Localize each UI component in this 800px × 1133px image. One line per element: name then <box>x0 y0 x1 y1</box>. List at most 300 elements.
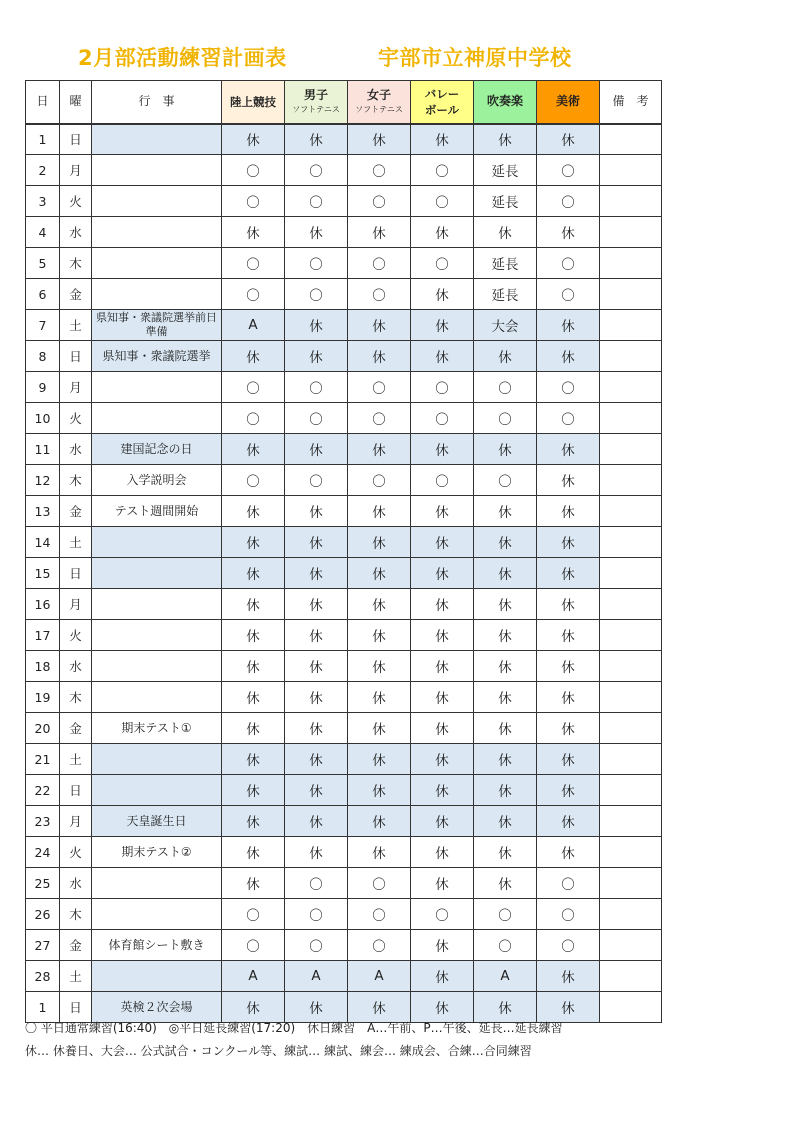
activity-cell: 休 <box>474 868 537 899</box>
day-cell: 13 <box>26 496 60 527</box>
event-cell: テスト週間開始 <box>92 496 222 527</box>
activity-cell: 休 <box>537 961 600 992</box>
table-row <box>26 775 662 806</box>
activity-cell: 休 <box>348 310 411 341</box>
event-cell <box>92 186 222 217</box>
activity-cell: 休 <box>474 217 537 248</box>
event-cell <box>92 124 222 155</box>
activity-cell: 〇 <box>222 155 285 186</box>
activity-cell: 〇 <box>348 403 411 434</box>
activity-cell: 休 <box>222 620 285 651</box>
day-cell: 7 <box>26 310 60 341</box>
day-cell: 24 <box>26 837 60 868</box>
activity-cell: 休 <box>348 651 411 682</box>
plan-title: 2月部活動練習計画表 <box>78 46 287 70</box>
event-cell <box>92 372 222 403</box>
activity-cell: 休 <box>285 217 348 248</box>
event-cell: 入学説明会 <box>92 465 222 496</box>
table-row <box>26 372 662 403</box>
header-club-brass: 吹奏楽 <box>474 81 537 124</box>
notes-cell <box>600 248 662 279</box>
activity-cell: 休 <box>474 589 537 620</box>
activity-cell: 休 <box>537 465 600 496</box>
activity-cell: 休 <box>474 713 537 744</box>
activity-cell: 休 <box>537 527 600 558</box>
activity-cell: 〇 <box>285 930 348 961</box>
notes-cell <box>600 341 662 372</box>
weekday-cell: 日 <box>60 124 92 155</box>
day-cell: 15 <box>26 558 60 589</box>
activity-cell: 休 <box>348 124 411 155</box>
school-name: 宇部市立神原中学校 <box>378 46 572 70</box>
weekday-cell: 水 <box>60 217 92 248</box>
activity-cell: A <box>222 961 285 992</box>
activity-cell: 休 <box>537 651 600 682</box>
activity-cell: 休 <box>411 682 474 713</box>
event-cell <box>92 527 222 558</box>
activity-cell: 休 <box>411 837 474 868</box>
event-cell: 県知事・衆議院選挙前日準備 <box>92 310 222 341</box>
activity-cell: 休 <box>537 837 600 868</box>
activity-cell: 休 <box>411 341 474 372</box>
activity-cell: 休 <box>285 527 348 558</box>
activity-cell: 休 <box>222 124 285 155</box>
day-cell: 22 <box>26 775 60 806</box>
weekday-cell: 日 <box>60 558 92 589</box>
activity-cell: 休 <box>222 806 285 837</box>
table-row <box>26 248 662 279</box>
activity-cell: 休 <box>537 744 600 775</box>
activity-cell: 〇 <box>285 372 348 403</box>
table-row <box>26 589 662 620</box>
activity-cell: 休 <box>348 744 411 775</box>
event-cell: 天皇誕生日 <box>92 806 222 837</box>
day-cell: 20 <box>26 713 60 744</box>
activity-cell: 〇 <box>348 868 411 899</box>
table-row <box>26 713 662 744</box>
activity-cell: 休 <box>285 124 348 155</box>
activity-cell: 休 <box>474 620 537 651</box>
day-cell: 8 <box>26 341 60 372</box>
activity-cell: 休 <box>222 527 285 558</box>
weekday-cell: 火 <box>60 620 92 651</box>
notes-cell <box>600 217 662 248</box>
activity-cell: 休 <box>348 620 411 651</box>
activity-cell: 〇 <box>411 248 474 279</box>
activity-cell: 休 <box>348 806 411 837</box>
activity-cell: 休 <box>222 992 285 1023</box>
activity-cell: 〇 <box>222 930 285 961</box>
day-cell: 6 <box>26 279 60 310</box>
activity-cell: 休 <box>348 341 411 372</box>
event-cell: 英検２次会場 <box>92 992 222 1023</box>
activity-cell: 〇 <box>348 930 411 961</box>
activity-cell: 〇 <box>537 930 600 961</box>
table-row <box>26 465 662 496</box>
legend-line-2: 休… 休養日、大会… 公式試合・コンクール等、練試… 練試、練会… 練成会、合練…合同練習 <box>25 1044 532 1058</box>
activity-cell: 休 <box>537 806 600 837</box>
table-row <box>26 527 662 558</box>
activity-cell: 休 <box>474 775 537 806</box>
weekday-cell: 土 <box>60 744 92 775</box>
notes-cell <box>600 527 662 558</box>
activity-cell: 休 <box>348 589 411 620</box>
activity-cell: 休 <box>222 589 285 620</box>
weekday-cell: 火 <box>60 837 92 868</box>
activity-cell: 休 <box>222 651 285 682</box>
activity-cell: 休 <box>411 930 474 961</box>
activity-cell: 休 <box>348 527 411 558</box>
activity-cell: A <box>222 310 285 341</box>
event-cell <box>92 155 222 186</box>
weekday-cell: 土 <box>60 961 92 992</box>
activity-cell: 〇 <box>348 248 411 279</box>
table-row <box>26 279 662 310</box>
activity-cell: 休 <box>411 310 474 341</box>
notes-cell <box>600 992 662 1023</box>
activity-cell: 休 <box>285 310 348 341</box>
day-cell: 26 <box>26 899 60 930</box>
activity-cell: 休 <box>285 496 348 527</box>
activity-cell: 休 <box>222 744 285 775</box>
day-cell: 2 <box>26 155 60 186</box>
activity-cell: 〇 <box>537 186 600 217</box>
activity-cell: 休 <box>285 744 348 775</box>
event-cell <box>92 279 222 310</box>
activity-cell: 休 <box>537 217 600 248</box>
event-cell <box>92 589 222 620</box>
activity-cell: 休 <box>537 558 600 589</box>
weekday-cell: 水 <box>60 651 92 682</box>
activity-cell: 休 <box>474 837 537 868</box>
notes-cell <box>600 496 662 527</box>
activity-cell: 休 <box>222 496 285 527</box>
event-cell <box>92 899 222 930</box>
day-cell: 9 <box>26 372 60 403</box>
activity-cell: 〇 <box>537 372 600 403</box>
event-cell <box>92 651 222 682</box>
activity-cell: 休 <box>411 279 474 310</box>
notes-cell <box>600 806 662 837</box>
activity-cell: 休 <box>474 341 537 372</box>
table-row <box>26 124 662 155</box>
activity-cell: 休 <box>285 589 348 620</box>
table-row <box>26 434 662 465</box>
day-cell: 5 <box>26 248 60 279</box>
weekday-cell: 月 <box>60 589 92 620</box>
event-cell <box>92 682 222 713</box>
activity-cell: A <box>348 961 411 992</box>
notes-cell <box>600 186 662 217</box>
activity-cell: 休 <box>285 806 348 837</box>
activity-cell: 休 <box>537 620 600 651</box>
header-row <box>26 81 662 124</box>
header-club-boys-tennis: 男子 ソフトテニス <box>285 81 348 124</box>
table-row <box>26 496 662 527</box>
activity-cell: 休 <box>474 651 537 682</box>
weekday-cell: 金 <box>60 713 92 744</box>
activity-cell: 〇 <box>537 899 600 930</box>
table-row <box>26 651 662 682</box>
event-cell <box>92 744 222 775</box>
activity-cell: 〇 <box>411 372 474 403</box>
activity-cell: 休 <box>285 713 348 744</box>
activity-cell: 休 <box>411 217 474 248</box>
notes-cell <box>600 589 662 620</box>
activity-cell: 〇 <box>348 372 411 403</box>
day-cell: 11 <box>26 434 60 465</box>
day-cell: 25 <box>26 868 60 899</box>
day-cell: 14 <box>26 527 60 558</box>
activity-cell: 〇 <box>285 868 348 899</box>
notes-cell <box>600 372 662 403</box>
day-cell: 3 <box>26 186 60 217</box>
activity-cell: 〇 <box>285 403 348 434</box>
activity-cell: 休 <box>348 217 411 248</box>
activity-cell: 〇 <box>474 372 537 403</box>
weekday-cell: 火 <box>60 186 92 217</box>
activity-cell: A <box>474 961 537 992</box>
day-cell: 10 <box>26 403 60 434</box>
activity-cell: 休 <box>411 496 474 527</box>
activity-cell: 〇 <box>222 465 285 496</box>
activity-cell: 休 <box>411 713 474 744</box>
activity-cell: 休 <box>474 527 537 558</box>
day-cell: 21 <box>26 744 60 775</box>
activity-cell: 休 <box>348 496 411 527</box>
notes-cell <box>600 651 662 682</box>
activity-cell: A <box>285 961 348 992</box>
header-club-art: 美術 <box>537 81 600 124</box>
notes-cell <box>600 279 662 310</box>
activity-cell: 〇 <box>348 155 411 186</box>
activity-cell: 休 <box>285 682 348 713</box>
weekday-cell: 月 <box>60 155 92 186</box>
weekday-cell: 木 <box>60 248 92 279</box>
activity-cell: 〇 <box>285 279 348 310</box>
table-row <box>26 930 662 961</box>
activity-cell: 休 <box>222 341 285 372</box>
activity-cell: 〇 <box>474 930 537 961</box>
activity-cell: 休 <box>285 558 348 589</box>
practice-plan-table <box>25 80 662 1023</box>
notes-cell <box>600 930 662 961</box>
activity-cell: 〇 <box>348 186 411 217</box>
activity-cell: 休 <box>537 124 600 155</box>
day-cell: 17 <box>26 620 60 651</box>
event-cell: 期末テスト② <box>92 837 222 868</box>
weekday-cell: 金 <box>60 279 92 310</box>
activity-cell: 休 <box>222 837 285 868</box>
activity-cell: 休 <box>537 589 600 620</box>
notes-cell <box>600 124 662 155</box>
table-row <box>26 217 662 248</box>
day-cell: 16 <box>26 589 60 620</box>
activity-cell: 〇 <box>411 155 474 186</box>
legend-line-1: 〇 平日通常練習(16:40) ◎平日延長練習(17:20) 休日練習 A…午前、P…午後、延長…延長練習 <box>25 1021 563 1035</box>
table-row <box>26 868 662 899</box>
activity-cell: 〇 <box>222 186 285 217</box>
title-row <box>0 42 800 78</box>
notes-cell <box>600 682 662 713</box>
activity-cell: 休 <box>474 992 537 1023</box>
notes-cell <box>600 899 662 930</box>
weekday-cell: 土 <box>60 310 92 341</box>
activity-cell: 休 <box>348 713 411 744</box>
activity-cell: 休 <box>474 558 537 589</box>
table-row <box>26 806 662 837</box>
header-club-track: 陸上競技 <box>222 81 285 124</box>
notes-cell <box>600 713 662 744</box>
weekday-cell: 日 <box>60 341 92 372</box>
activity-cell: 延長 <box>474 279 537 310</box>
activity-cell: 休 <box>348 837 411 868</box>
activity-cell: 休 <box>411 992 474 1023</box>
notes-cell <box>600 837 662 868</box>
activity-cell: 〇 <box>411 465 474 496</box>
table-row <box>26 186 662 217</box>
activity-cell: 休 <box>411 744 474 775</box>
activity-cell: 〇 <box>348 899 411 930</box>
activity-cell: 休 <box>537 310 600 341</box>
activity-cell: 休 <box>537 682 600 713</box>
day-cell: 18 <box>26 651 60 682</box>
event-cell <box>92 248 222 279</box>
activity-cell: 〇 <box>411 899 474 930</box>
table-row <box>26 620 662 651</box>
weekday-cell: 木 <box>60 682 92 713</box>
notes-cell <box>600 961 662 992</box>
activity-cell: 休 <box>411 589 474 620</box>
activity-cell: 〇 <box>285 155 348 186</box>
activity-cell: 〇 <box>474 899 537 930</box>
event-cell: 建国記念の日 <box>92 434 222 465</box>
activity-cell: 休 <box>537 496 600 527</box>
activity-cell: 〇 <box>222 899 285 930</box>
activity-cell: 〇 <box>537 279 600 310</box>
notes-cell <box>600 465 662 496</box>
activity-cell: 〇 <box>474 465 537 496</box>
header-day: 日 <box>26 81 60 124</box>
activity-cell: 休 <box>411 620 474 651</box>
table-row <box>26 837 662 868</box>
day-cell: 28 <box>26 961 60 992</box>
notes-cell <box>600 558 662 589</box>
activity-cell: 休 <box>348 434 411 465</box>
activity-cell: 延長 <box>474 186 537 217</box>
activity-cell: 延長 <box>474 155 537 186</box>
activity-cell: 休 <box>474 434 537 465</box>
activity-cell: 〇 <box>285 465 348 496</box>
notes-cell <box>600 434 662 465</box>
activity-cell: 〇 <box>537 248 600 279</box>
activity-cell: 大会 <box>474 310 537 341</box>
activity-cell: 〇 <box>222 279 285 310</box>
activity-cell: 休 <box>411 434 474 465</box>
notes-cell <box>600 744 662 775</box>
day-cell: 19 <box>26 682 60 713</box>
activity-cell: 休 <box>474 744 537 775</box>
notes-cell <box>600 620 662 651</box>
activity-cell: 休 <box>222 713 285 744</box>
activity-cell: 休 <box>537 341 600 372</box>
plan-body <box>26 124 662 1023</box>
table-row <box>26 310 662 341</box>
activity-cell: 休 <box>285 992 348 1023</box>
activity-cell: 休 <box>222 682 285 713</box>
event-cell <box>92 775 222 806</box>
activity-cell: 休 <box>537 434 600 465</box>
activity-cell: 延長 <box>474 248 537 279</box>
activity-cell: 休 <box>411 868 474 899</box>
activity-cell: 休 <box>348 558 411 589</box>
weekday-cell: 水 <box>60 868 92 899</box>
header-notes: 備 考 <box>600 81 662 124</box>
activity-cell: 休 <box>285 775 348 806</box>
activity-cell: 休 <box>411 558 474 589</box>
activity-cell: 〇 <box>285 899 348 930</box>
event-cell <box>92 868 222 899</box>
activity-cell: 〇 <box>537 403 600 434</box>
header-weekday: 曜 <box>60 81 92 124</box>
header-events: 行 事 <box>92 81 222 124</box>
weekday-cell: 日 <box>60 775 92 806</box>
activity-cell: 〇 <box>222 372 285 403</box>
activity-cell: 休 <box>474 806 537 837</box>
weekday-cell: 月 <box>60 372 92 403</box>
activity-cell: 休 <box>348 992 411 1023</box>
notes-cell <box>600 403 662 434</box>
activity-cell: 休 <box>285 341 348 372</box>
day-cell: 4 <box>26 217 60 248</box>
activity-cell: 休 <box>411 961 474 992</box>
activity-cell: 〇 <box>222 403 285 434</box>
header-club-girls-tennis: 女子 ソフトテニス <box>348 81 411 124</box>
activity-cell: 休 <box>537 992 600 1023</box>
day-cell: 27 <box>26 930 60 961</box>
activity-cell: 休 <box>537 713 600 744</box>
activity-cell: 〇 <box>537 868 600 899</box>
activity-cell: 休 <box>285 620 348 651</box>
table-row <box>26 744 662 775</box>
activity-cell: 〇 <box>537 155 600 186</box>
notes-cell <box>600 310 662 341</box>
event-cell: 体育館シート敷き <box>92 930 222 961</box>
weekday-cell: 火 <box>60 403 92 434</box>
notes-cell <box>600 775 662 806</box>
weekday-cell: 土 <box>60 527 92 558</box>
event-cell: 県知事・衆議院選挙 <box>92 341 222 372</box>
notes-cell <box>600 868 662 899</box>
activity-cell: 〇 <box>411 186 474 217</box>
activity-cell: 休 <box>222 775 285 806</box>
table-row <box>26 403 662 434</box>
activity-cell: 〇 <box>222 248 285 279</box>
table-row <box>26 558 662 589</box>
event-cell <box>92 620 222 651</box>
weekday-cell: 月 <box>60 806 92 837</box>
activity-cell: 休 <box>222 558 285 589</box>
activity-cell: 休 <box>411 651 474 682</box>
day-cell: 1 <box>26 124 60 155</box>
weekday-cell: 金 <box>60 930 92 961</box>
table-row <box>26 961 662 992</box>
activity-cell: 休 <box>411 527 474 558</box>
weekday-cell: 木 <box>60 899 92 930</box>
activity-cell: 休 <box>285 837 348 868</box>
table-row <box>26 155 662 186</box>
notes-cell <box>600 155 662 186</box>
